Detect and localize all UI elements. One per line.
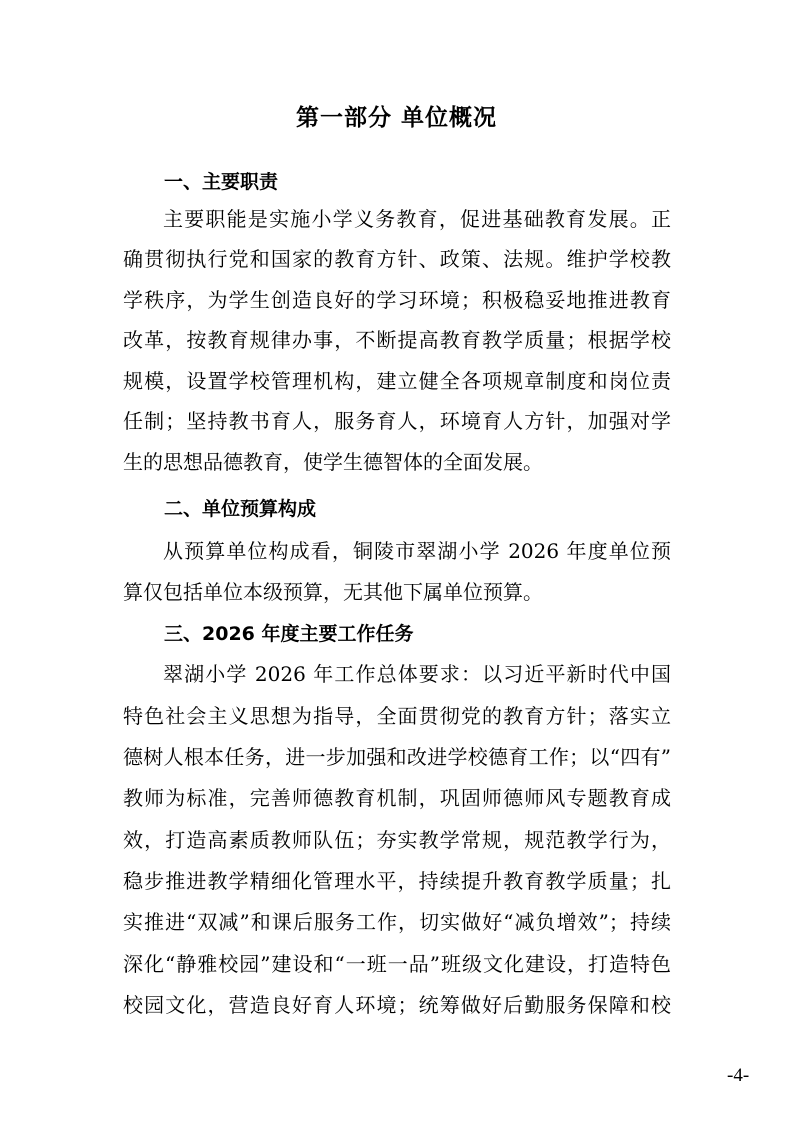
page-title: 第一部分 单位概况 — [295, 105, 497, 131]
section-heading: 二、单位预算构成 — [164, 498, 317, 520]
paragraph-line: 德树人根本任务，进一步加强和改进学校德育工作；以“四有” — [123, 745, 671, 769]
paragraph-line: 生的思想品德教育，使学生德智体的全面发展。 — [123, 450, 543, 474]
paragraph-line: 深化“静雅校园”建设和“一班一品”班级文化建设，打造特色 — [123, 952, 671, 976]
section-heading: 三、2026 年度主要工作任务 — [164, 623, 414, 645]
paragraph-line: 规模，设置学校管理机构，建立健全各项规章制度和岗位责 — [123, 369, 671, 393]
page-number: -4- — [727, 1065, 750, 1086]
paragraph-line: 校园文化，营造良好育人环境；统筹做好后勤服务保障和校 — [123, 993, 671, 1017]
paragraph-line: 效，打造高素质教师队伍；夯实教学常规，规范教学行为， — [123, 828, 671, 852]
paragraph-line: 学秩序，为学生创造良好的学习环境；积极稳妥地推进教育 — [123, 288, 671, 312]
paragraph-line: 算仅包括单位本级预算，无其他下属单位预算。 — [123, 580, 543, 604]
paragraph-line: 特色社会主义思想为指导，全面贯彻党的教育方针；落实立 — [123, 704, 671, 728]
paragraph-line: 任制；坚持教书育人，服务育人，环境育人方针，加强对学 — [123, 409, 671, 433]
paragraph-line: 从预算单位构成看，铜陵市翠湖小学 2026 年度单位预 — [163, 539, 671, 563]
paragraph-line: 实推进“双减”和课后服务工作，切实做好“减负增效”；持续 — [123, 910, 671, 934]
paragraph-line: 稳步推进教学精细化管理水平，持续提升教育教学质量；扎 — [123, 869, 671, 893]
section-heading: 一、主要职责 — [164, 171, 279, 193]
paragraph-line: 翠湖小学 2026 年工作总体要求：以习近平新时代中国 — [163, 662, 671, 686]
paragraph-line: 教师为标准，完善师德教育机制，巩固师德师风专题教育成 — [123, 786, 671, 810]
paragraph-line: 确贯彻执行党和国家的教育方针、政策、法规。维护学校教 — [123, 247, 671, 271]
paragraph-line: 改革，按教育规律办事，不断提高教育教学质量；根据学校 — [123, 328, 671, 352]
paragraph-line: 主要职能是实施小学义务教育，促进基础教育发展。正 — [163, 207, 671, 231]
